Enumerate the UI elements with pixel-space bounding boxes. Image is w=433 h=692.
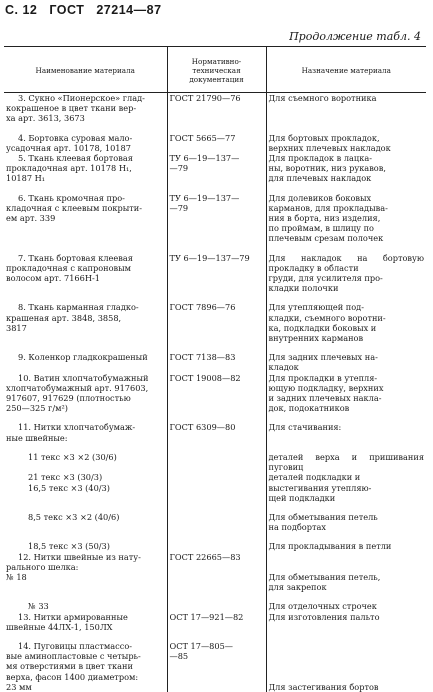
cell-line: Для бортовых прокладок, [268, 132, 380, 143]
cell-line: выстегивания утепляю- [268, 482, 372, 493]
cell-material [4, 452, 167, 472]
cell-line [269, 562, 425, 572]
cell-doc [167, 452, 266, 472]
table-body [4, 93, 426, 692]
cell-use [266, 253, 426, 294]
cell-use [266, 612, 426, 632]
cell-line: ГОСТ 5665—77 [169, 132, 236, 143]
cell-line [269, 651, 425, 661]
cell-use [266, 352, 426, 372]
cell-line: усадочная арт. 10178, 10187 [6, 142, 131, 153]
cell-line: 11. Нитки хлопчатобумаж- [18, 422, 136, 433]
cell-line: ные швейные: [6, 432, 68, 443]
cell-line: 16,5 текс ×3 (40/3) [28, 482, 110, 493]
cell-use [266, 512, 426, 532]
standard-number: 27214—87 [96, 3, 162, 17]
col-material: Наименование материала [4, 47, 167, 93]
cell-line: ГОСТ 22665—83 [169, 551, 241, 562]
cell-line: Для изготовления пальто [268, 611, 380, 622]
cell-doc [167, 302, 266, 343]
cell-line: внутренних карманов [268, 333, 364, 344]
cell-line: Для обметывания петель, [268, 571, 381, 582]
table-row [4, 422, 426, 442]
cell-line: Для обметывания петель [268, 511, 378, 522]
cell-line: кладки, съемного воротни- [268, 312, 386, 323]
cell-line [170, 601, 264, 611]
table-continuation: Продолжение табл. 4 [289, 30, 421, 43]
table-row [4, 352, 426, 372]
cell-line: ния в борта, низ изделия, [268, 213, 381, 224]
cell-line: ем арт. 339 [6, 213, 56, 224]
cell-material [4, 373, 167, 414]
cell-material [4, 612, 167, 632]
cell-line: 13. Нитки армированные [18, 611, 128, 622]
cell-material [4, 601, 167, 611]
cell-line: 250—325 г/м²) [6, 403, 68, 414]
cell-material [4, 253, 167, 294]
cell-material [4, 422, 167, 442]
cell-use [266, 93, 426, 124]
cell-use [266, 601, 426, 611]
cell-line: ОСТ 17—921—82 [169, 611, 244, 622]
table-row [4, 601, 426, 611]
cell-line: —85 [169, 651, 189, 662]
cell-line: 11 текс ×3 ×2 (30/6) [28, 451, 117, 462]
cell-line [269, 641, 425, 651]
cell-material [4, 193, 167, 244]
cell-line: деталей подкладки и [268, 472, 361, 483]
cell-material [4, 641, 167, 692]
cell-line: 23 мм [6, 681, 32, 692]
cell-line: по проймам, в шлицу по [268, 223, 374, 234]
cell-line: Для прокладок в лацка- [268, 153, 372, 164]
cell-use [266, 472, 426, 503]
cell-line [269, 672, 425, 682]
cell-line: —79 [169, 202, 189, 213]
table-row [4, 452, 426, 472]
cell-line: прокладочная с капроновым [6, 262, 132, 273]
cell-line: для плечевых накладок [268, 173, 372, 184]
cell-line: 3817 [6, 322, 27, 333]
cell-line: Для долевиков боковых [268, 192, 372, 203]
cell-line: ТУ 6—19—137— [169, 153, 240, 164]
cell-line: 3. Сукно «Пионерское» глад- [18, 93, 145, 103]
cell-line: Для стачивания: [268, 422, 342, 433]
cell-line: 8. Ткань карманная гладко- [18, 302, 139, 313]
materials-table [4, 46, 426, 692]
cell-line: Для прокладки в утепля- [268, 372, 378, 383]
cell-line: Для отделочных строчек [268, 601, 377, 612]
cell-line: ка, подкладки боковых и [268, 322, 377, 333]
cell-use [266, 641, 426, 692]
cell-line [170, 541, 264, 551]
cell-line: рального шелка: [6, 561, 79, 572]
cell-doc [167, 612, 266, 632]
table-row [4, 133, 426, 153]
cell-line: 12. Нитки швейные из нату- [18, 551, 141, 562]
table-row [4, 302, 426, 343]
cell-line: кладочная с клеевым покрыти- [6, 202, 142, 213]
table-header [4, 47, 426, 93]
cell-line: крашеная арт. 3848, 3858, [6, 312, 122, 323]
cell-line: —79 [169, 163, 189, 174]
cell-line: док, подокатников [268, 403, 350, 414]
cell-doc [167, 601, 266, 611]
cell-line: карманов, для прокладыва- [268, 202, 388, 213]
cell-line: для закрепок [268, 582, 327, 593]
cell-line: ны, воротник, низ рукавов, [268, 163, 386, 174]
cell-use [266, 302, 426, 343]
cell-material [4, 133, 167, 153]
cell-line: верха, фасон 1400 диаметром: [6, 671, 139, 682]
table-row [4, 552, 426, 593]
cell-doc [167, 193, 266, 244]
cell-line: 5. Ткань клеевая бортовая [18, 153, 133, 164]
cell-doc [167, 133, 266, 153]
cell-line [269, 552, 425, 562]
col-doc: Нормативно-техническая документация [167, 47, 266, 93]
cell-line: 10187 Н₁ [6, 173, 46, 184]
cell-line: № 33 [28, 601, 49, 612]
cell-line: мя отверстиями в цвет ткани [6, 661, 133, 672]
cell-use [266, 193, 426, 244]
cell-doc [167, 472, 266, 503]
cell-doc [167, 373, 266, 414]
table-row [4, 193, 426, 244]
cell-line: ТУ 6—19—137—79 [169, 252, 250, 263]
table-row [4, 472, 426, 503]
cell-line: и задних плечевых накла- [268, 393, 382, 404]
cell-use [266, 552, 426, 593]
cell-doc [167, 253, 266, 294]
cell-line: Для задних плечевых на- [268, 352, 378, 363]
cell-line: вые аминопластовые с четырь- [6, 651, 141, 662]
cell-line: кокрашеное в цвет ткани вер- [6, 103, 137, 114]
cell-use [266, 153, 426, 184]
cell-line [170, 472, 264, 482]
cell-line: ющую подкладку, верхних [268, 382, 384, 393]
table-row [4, 612, 426, 632]
cell-line: Для прокладывания в петли [268, 541, 392, 552]
table-row [4, 93, 426, 124]
table-row [4, 253, 426, 294]
cell-use [266, 373, 426, 414]
cell-line: Для утепляющей под- [268, 302, 364, 313]
table-row [4, 373, 426, 414]
cell-line: 8,5 текс ×3 ×2 (40/6) [28, 511, 120, 522]
cell-line: Для съемного воротника [268, 93, 377, 103]
cell-material [4, 472, 167, 503]
cell-line: деталей верха и пришивания пуговиц [268, 451, 424, 473]
cell-line: 6. Ткань кромочная про- [18, 192, 125, 203]
cell-line: 10. Ватин хлопчатобумажный [18, 372, 149, 383]
cell-line: 18,5 текс ×3 (50/3) [28, 541, 110, 552]
cell-use [266, 541, 426, 551]
cell-material [4, 302, 167, 343]
cell-line: ТУ 6—19—137— [169, 192, 240, 203]
cell-doc [167, 352, 266, 372]
cell-line: 14. Пуговицы пластмассо- [18, 640, 133, 651]
cell-line: груди, для усилителя про- [268, 273, 383, 284]
table-row [4, 541, 426, 551]
cell-line: ГОСТ 21790—76 [169, 93, 241, 103]
cell-line: Для застегивания бортов [268, 681, 379, 692]
cell-material [4, 512, 167, 532]
cell-doc [167, 153, 266, 184]
table-row [4, 512, 426, 532]
cell-doc [167, 93, 266, 124]
page-number: С. 12 [5, 3, 38, 17]
cell-line: 21 текс ×3 (30/3) [28, 472, 103, 483]
cell-material [4, 93, 167, 124]
cell-line: № 18 [6, 571, 27, 582]
cell-doc [167, 541, 266, 551]
cell-line: хлопчатобумажный арт. 917603, [6, 382, 149, 393]
cell-doc [167, 422, 266, 442]
cell-material [4, 552, 167, 593]
cell-line: плечевым срезам полочек [268, 233, 384, 244]
cell-line [269, 661, 425, 671]
cell-line [170, 452, 264, 462]
cell-doc [167, 552, 266, 593]
cell-line: кладки полочки [268, 283, 339, 294]
cell-use [266, 422, 426, 442]
cell-line: ГОСТ 7896—76 [169, 302, 236, 313]
cell-line: волосом арт. 7166Н-1 [6, 273, 100, 284]
cell-line: 7. Ткань бортовая клеевая [18, 252, 133, 263]
cell-line: 917607, 917629 (плотностью [6, 393, 131, 404]
cell-line [170, 512, 264, 522]
cell-line: Для накладок на бортовую прокладку в области [268, 252, 424, 273]
cell-line: щей подкладки [268, 492, 336, 503]
page-header [5, 3, 170, 17]
cell-material [4, 352, 167, 372]
cell-line: ха арт. 3613, 3673 [6, 113, 85, 124]
cell-doc [167, 641, 266, 692]
cell-line: на подбортах [268, 522, 326, 533]
cell-line: прокладочная арт. 10178 Н₁, [6, 163, 132, 174]
standard-label: ГОСТ [49, 3, 85, 17]
cell-line: швейные 44ЛХ-1, 150ЛХ [6, 621, 113, 632]
cell-line: ГОСТ 19008—82 [169, 372, 241, 383]
cell-material [4, 541, 167, 551]
cell-use [266, 133, 426, 153]
cell-line: 9. Коленкор гладкокрашеный [18, 352, 148, 363]
cell-line: 4. Бортовка суровая мало- [18, 132, 133, 143]
table-row [4, 153, 426, 184]
cell-line: ОСТ 17—805— [169, 640, 233, 651]
cell-line: верхних плечевых накладок [268, 142, 391, 153]
cell-line: кладок [268, 362, 299, 373]
cell-material [4, 153, 167, 184]
cell-line: ГОСТ 7138—83 [169, 352, 236, 363]
table-row [4, 641, 426, 692]
cell-doc [167, 512, 266, 532]
cell-use [266, 452, 426, 472]
cell-line: ГОСТ 6309—80 [169, 422, 236, 433]
col-use: Назначение материала [266, 47, 426, 93]
